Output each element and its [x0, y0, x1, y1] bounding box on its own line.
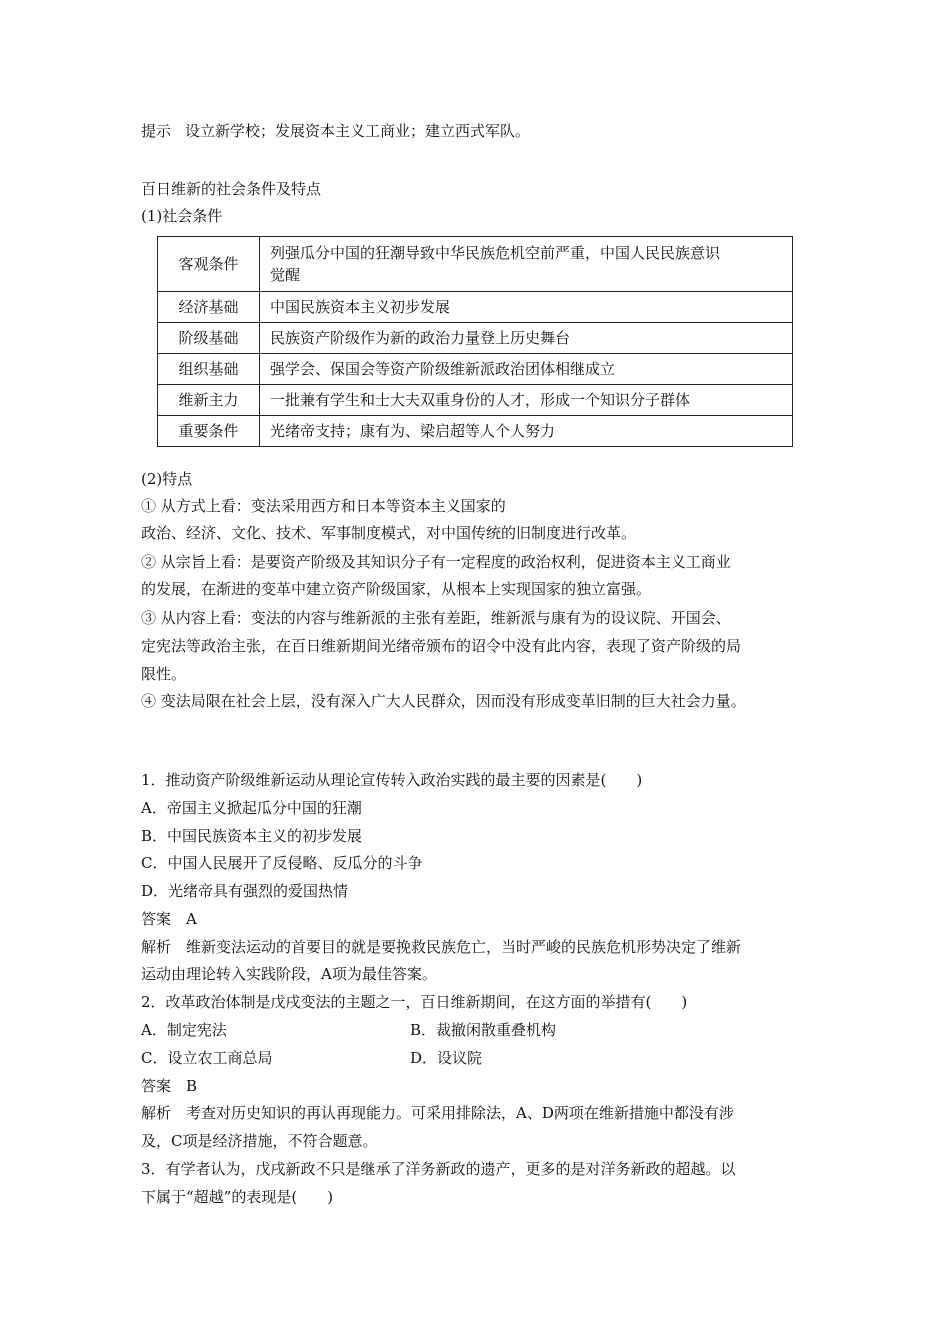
- question-option: C．设立农工商总局: [141, 1049, 273, 1067]
- question-option: D．设议院: [410, 1049, 483, 1067]
- table-row: [158, 416, 793, 447]
- answer-line: 答案 B: [141, 1077, 198, 1095]
- section-title: 百日维新的社会条件及特点: [141, 180, 322, 198]
- question-option: C．中国人民展开了反侵略、反瓜分的斗争: [141, 854, 423, 872]
- condition-key: 经济基础: [158, 292, 260, 323]
- feature-line: 定宪法等政治主张，在百日维新期间光绪帝颁布的诏令中没有此内容，表现了资产阶级的局: [141, 637, 742, 655]
- condition-key: 客观条件: [158, 237, 260, 292]
- feature-line: 的发展，在渐进的变革中建立资产阶级国家，从根本上实现国家的独立富强。: [141, 580, 652, 598]
- analysis-line: 及，C项是经济措施，不符合题意。: [141, 1132, 378, 1150]
- condition-key: 阶级基础: [158, 323, 260, 354]
- feature-line: ① 从方式上看：变法采用西方和日本等资本主义国家的: [141, 497, 506, 515]
- question-stem: 3．有学者认为，戊戌新政不只是继承了洋务新政的遗产，更多的是对洋务新政的超越。以: [141, 1160, 736, 1178]
- answer-line: 答案 A: [141, 910, 197, 928]
- condition-value: 民族资产阶级作为新的政治力量登上历史舞台: [260, 323, 793, 354]
- hint-label: 提示: [141, 122, 172, 140]
- condition-key: 组织基础: [158, 354, 260, 385]
- question-option: B．中国民族资本主义的初步发展: [141, 827, 363, 845]
- feature-line: ④ 变法局限在社会上层，没有深入广大人民群众，因而没有形成变革旧制的巨大社会力量。: [141, 692, 746, 710]
- condition-value: 光绪帝支持；康有为、梁启超等人个人努力: [260, 416, 793, 447]
- question-option: A．制定宪法: [141, 1021, 227, 1039]
- hint-text: 设立新学校；发展资本主义工商业；建立西式军队。: [185, 122, 531, 140]
- feature-line: 政治、经济、文化、技术、军事制度模式，对中国传统的旧制度进行改革。: [141, 524, 637, 542]
- table-row: [158, 385, 793, 416]
- subsection-features: (2)特点: [141, 470, 193, 488]
- analysis-line: 运动由理论转入实践阶段，A项为最佳答案。: [141, 965, 437, 983]
- condition-value: 列强瓜分中国的狂潮导致中华民族危机空前严重，中国人民民族意识 觉醒: [260, 237, 793, 292]
- analysis-line: 解析 维新变法运动的首要目的就是要挽救民族危亡，当时严峻的民族危机形势决定了维新: [141, 938, 742, 956]
- analysis-line: 解析 考查对历史知识的再认再现能力。可采用排除法，A、D两项在维新措施中都没有涉: [141, 1104, 734, 1122]
- feature-line: 限性。: [141, 665, 187, 683]
- condition-value: 中国民族资本主义初步发展: [260, 292, 793, 323]
- question-stem: 1．推动资产阶级维新运动从理论宣传转入政治实践的最主要的因素是( ): [141, 771, 643, 789]
- question-option: A．帝国主义掀起瓜分中国的狂潮: [141, 799, 362, 817]
- subsection-social-conditions: (1)社会条件: [141, 207, 223, 225]
- condition-key: 维新主力: [158, 385, 260, 416]
- feature-line: ② 从宗旨上看：是要资产阶级及其知识分子有一定程度的政治权利，促进资本主义工商业: [141, 553, 731, 571]
- condition-key: 重要条件: [158, 416, 260, 447]
- question-stem: 下属于“超越”的表现是( ): [141, 1188, 334, 1206]
- table-row: [158, 354, 793, 385]
- question-option: D．光绪帝具有强烈的爱国热情: [141, 882, 349, 900]
- feature-line: ③ 从内容上看：变法的内容与维新派的主张有差距，维新派与康有为的设议院、开国会、: [141, 609, 731, 627]
- table-row: [158, 237, 793, 292]
- hint-line: [141, 121, 530, 141]
- question-stem: 2．改革政治体制是戊戌变法的主题之一，百日维新期间，在这方面的举措有( ): [141, 993, 688, 1011]
- condition-value: 强学会、保国会等资产阶级维新派政治团体相继成立: [260, 354, 793, 385]
- table-row: [158, 292, 793, 323]
- question-option: B．裁撤闲散重叠机构: [410, 1021, 557, 1039]
- conditions-table: [157, 236, 793, 447]
- table-row: [158, 323, 793, 354]
- condition-value: 一批兼有学生和士大夫双重身份的人才，形成一个知识分子群体: [260, 385, 793, 416]
